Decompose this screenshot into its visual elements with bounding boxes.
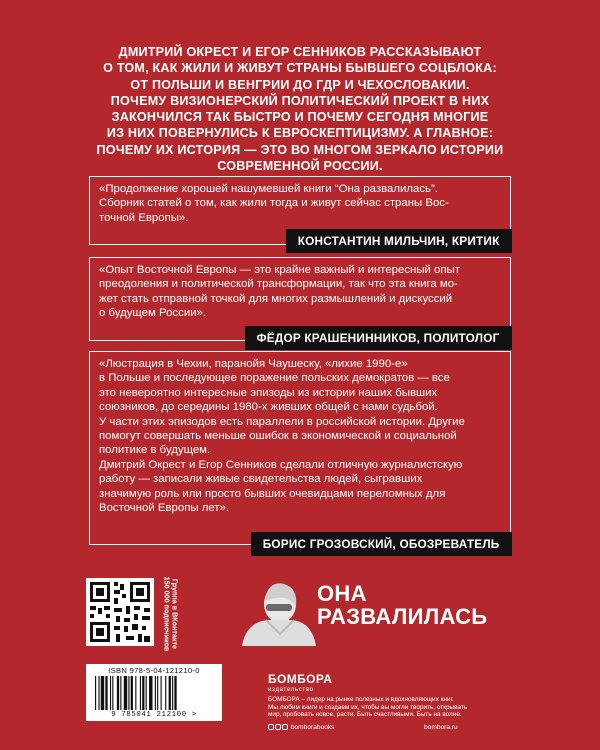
barcode-bar bbox=[142, 676, 144, 710]
isbn-barcode bbox=[86, 664, 222, 721]
quote-text-3 bbox=[90, 352, 510, 515]
intro-blurb bbox=[88, 44, 512, 174]
barcode-bar bbox=[169, 676, 171, 710]
barcode-bar bbox=[146, 676, 147, 710]
barcode-bar bbox=[131, 676, 133, 710]
barcode-bar bbox=[161, 676, 162, 710]
telegram-icon bbox=[275, 724, 281, 730]
quote-author-2: ФЁДОР КРАШЕНИННИКОВ, ПОЛИТОЛОГ bbox=[245, 326, 512, 350]
quote-line: в Польше и последующее поражение польских демократов — все bbox=[99, 372, 450, 385]
vk-group-line-2: 150 000 подписчиков bbox=[162, 576, 171, 652]
intro-line: О ТОМ, КАК ЖИЛИ И ЖИВУТ СТРАНЫ БЫВШЕГО СОЦБЛОКА: bbox=[103, 61, 497, 76]
quote-author-3: БОРИС ГРОЗОВСКИЙ, ОБОЗРЕВАТЕЛЬ bbox=[251, 532, 512, 556]
intro-line: ДМИТРИЙ ОКРЕСТ И ЕГОР СЕННИКОВ РАССКАЗЫВАЮТ bbox=[118, 45, 482, 59]
quote-line: союзников, до середины 1980-х живших общей с нами судьбой. bbox=[99, 401, 438, 414]
quote-line: У части этих эпизодов есть параллели в российской истории. Другие bbox=[99, 415, 465, 428]
quote-box-2 bbox=[89, 257, 511, 345]
barcode-bar bbox=[174, 676, 176, 710]
intro-line: ЗАКОНЧИЛСЯ ТАК БЫСТРО И ПОЧЕМУ СЕГОДНЯ МНОГИЕ bbox=[111, 110, 489, 125]
publisher-subtitle: издательство bbox=[268, 686, 314, 693]
barcode-digits: 9 785041 212100 > bbox=[111, 711, 197, 719]
quote-line: «Опыт Восточной Европы — это крайне важный и интересный опыт bbox=[99, 264, 460, 276]
intro-line: СОВРЕМЕННОЙ РОССИИ. bbox=[217, 159, 383, 174]
intro-line: ОТ ПОЛЬШИ И ВЕНГРИИ ДО ГДР И ЧЕХОСЛОВАКИИ. bbox=[130, 77, 470, 92]
intro-line: ПОЧЕМУ ВИЗИОНЕРСКИЙ ПОЛИТИЧЕСКИЙ ПРОЕКТ В НИХ bbox=[110, 93, 490, 108]
barcode-bar bbox=[149, 676, 152, 710]
promo-book-title bbox=[317, 582, 487, 628]
publisher-line: мир, пробовать новое, расти. Быть счастливыми. Быть на волне. bbox=[268, 711, 462, 719]
publisher-site-link[interactable]: bombora.ru bbox=[424, 724, 458, 731]
barcode-bar bbox=[110, 676, 111, 710]
social-handle: bomborabooks bbox=[290, 724, 335, 731]
quote-line: работу — записали живые свидетельства людей, сыгравших bbox=[99, 473, 423, 486]
promo-title-line-2: РАЗВАЛИЛАСЬ bbox=[317, 604, 488, 629]
publisher-description bbox=[268, 696, 514, 719]
quote-box-1 bbox=[89, 176, 511, 248]
barcode-bar bbox=[112, 676, 113, 710]
intro-line: ПОЧЕМУ ИХ ИСТОРИЯ — ЭТО ВО МНОГОМ ЗЕРКАЛО ИСТОРИИ bbox=[96, 142, 504, 157]
qr-code-graphic bbox=[86, 578, 154, 646]
quote-line: Дмитрий Окрест и Егор Сенников сделали отличную журналистскую bbox=[99, 458, 463, 471]
barcode-bar bbox=[101, 676, 104, 710]
quote-author-1: КОНСТАНТИН МИЛЬЧИН, КРИТИК bbox=[286, 229, 512, 253]
barcode-bar bbox=[128, 676, 129, 710]
quote-line: «Люстрация в Чехии, паранойя Чаушеску, «лихие 1990-е» bbox=[99, 358, 408, 370]
quote-line: Сборник статей о том, как жили тогда и живут сейчас страны Вос- bbox=[99, 197, 449, 210]
publisher-line: БОМБОРА – лидер на рынке полезных и вдохновляющих книг. bbox=[268, 696, 454, 703]
barcode-bar bbox=[135, 676, 136, 710]
promo-book-image bbox=[238, 574, 316, 646]
isbn-text: ISBN 978-5-04-121210-0 bbox=[108, 666, 200, 675]
barcode-bar bbox=[124, 676, 127, 710]
quote-line: политике в будущем. bbox=[99, 444, 211, 457]
publisher-line: Мы любим книги и создаем их, чтобы вы могли творить, открывать bbox=[268, 703, 468, 711]
promo-title-line-1: ОНА bbox=[317, 581, 367, 606]
quote-line: Восточной Европы лет». bbox=[99, 502, 230, 515]
quote-box-3 bbox=[89, 351, 511, 551]
quote-line: о будущем России». bbox=[99, 307, 207, 320]
qr-code[interactable] bbox=[86, 578, 154, 646]
barcode-bar bbox=[98, 676, 99, 710]
barcode-bar bbox=[120, 676, 121, 710]
intro-line: ИЗ НИХ ПОВЕРНУЛИСЬ К ЕВРОСКЕПТИЦИЗМУ. А ГЛАВНОЕ: bbox=[106, 126, 494, 141]
quote-line: точной Европы». bbox=[99, 211, 189, 224]
barcode-bar bbox=[172, 676, 173, 710]
barcode-bar bbox=[105, 676, 107, 710]
quote-line: преодоления и политической трансформации, так что эта книга мо- bbox=[99, 278, 458, 291]
vk-group-line-1: Группа в ВКонтакте bbox=[170, 578, 180, 650]
barcode-bar bbox=[95, 676, 96, 710]
quote-line: помогут совершать меньше ошибок в экономической и социальной bbox=[99, 430, 457, 443]
barcode-bar bbox=[155, 676, 156, 710]
barcode-bar bbox=[157, 676, 158, 710]
publisher-social[interactable] bbox=[268, 724, 334, 731]
quote-line: «Продолжение хорошей нашумевшей книги “Она развалилась”. bbox=[99, 183, 438, 195]
quote-line: значимую роль или просто бывших очевидцами переломных для bbox=[99, 487, 446, 500]
quote-text-1 bbox=[90, 177, 510, 225]
barcode-bar bbox=[140, 676, 141, 710]
barcode-bar bbox=[117, 676, 119, 710]
quote-text-2 bbox=[90, 258, 510, 321]
vk-icon bbox=[268, 724, 274, 730]
vk-group-text bbox=[162, 577, 179, 652]
quote-line: это невероятно интересные эпизоды из истории наших бывших bbox=[99, 386, 438, 399]
vk-group-label bbox=[158, 578, 182, 650]
barcode-bar bbox=[165, 676, 166, 710]
youtube-icon bbox=[282, 724, 288, 730]
quote-line: жет стать отправной точкой для многих размышлений и дискуссий bbox=[99, 292, 453, 305]
publisher-logo: БОМБОРА bbox=[268, 672, 333, 686]
